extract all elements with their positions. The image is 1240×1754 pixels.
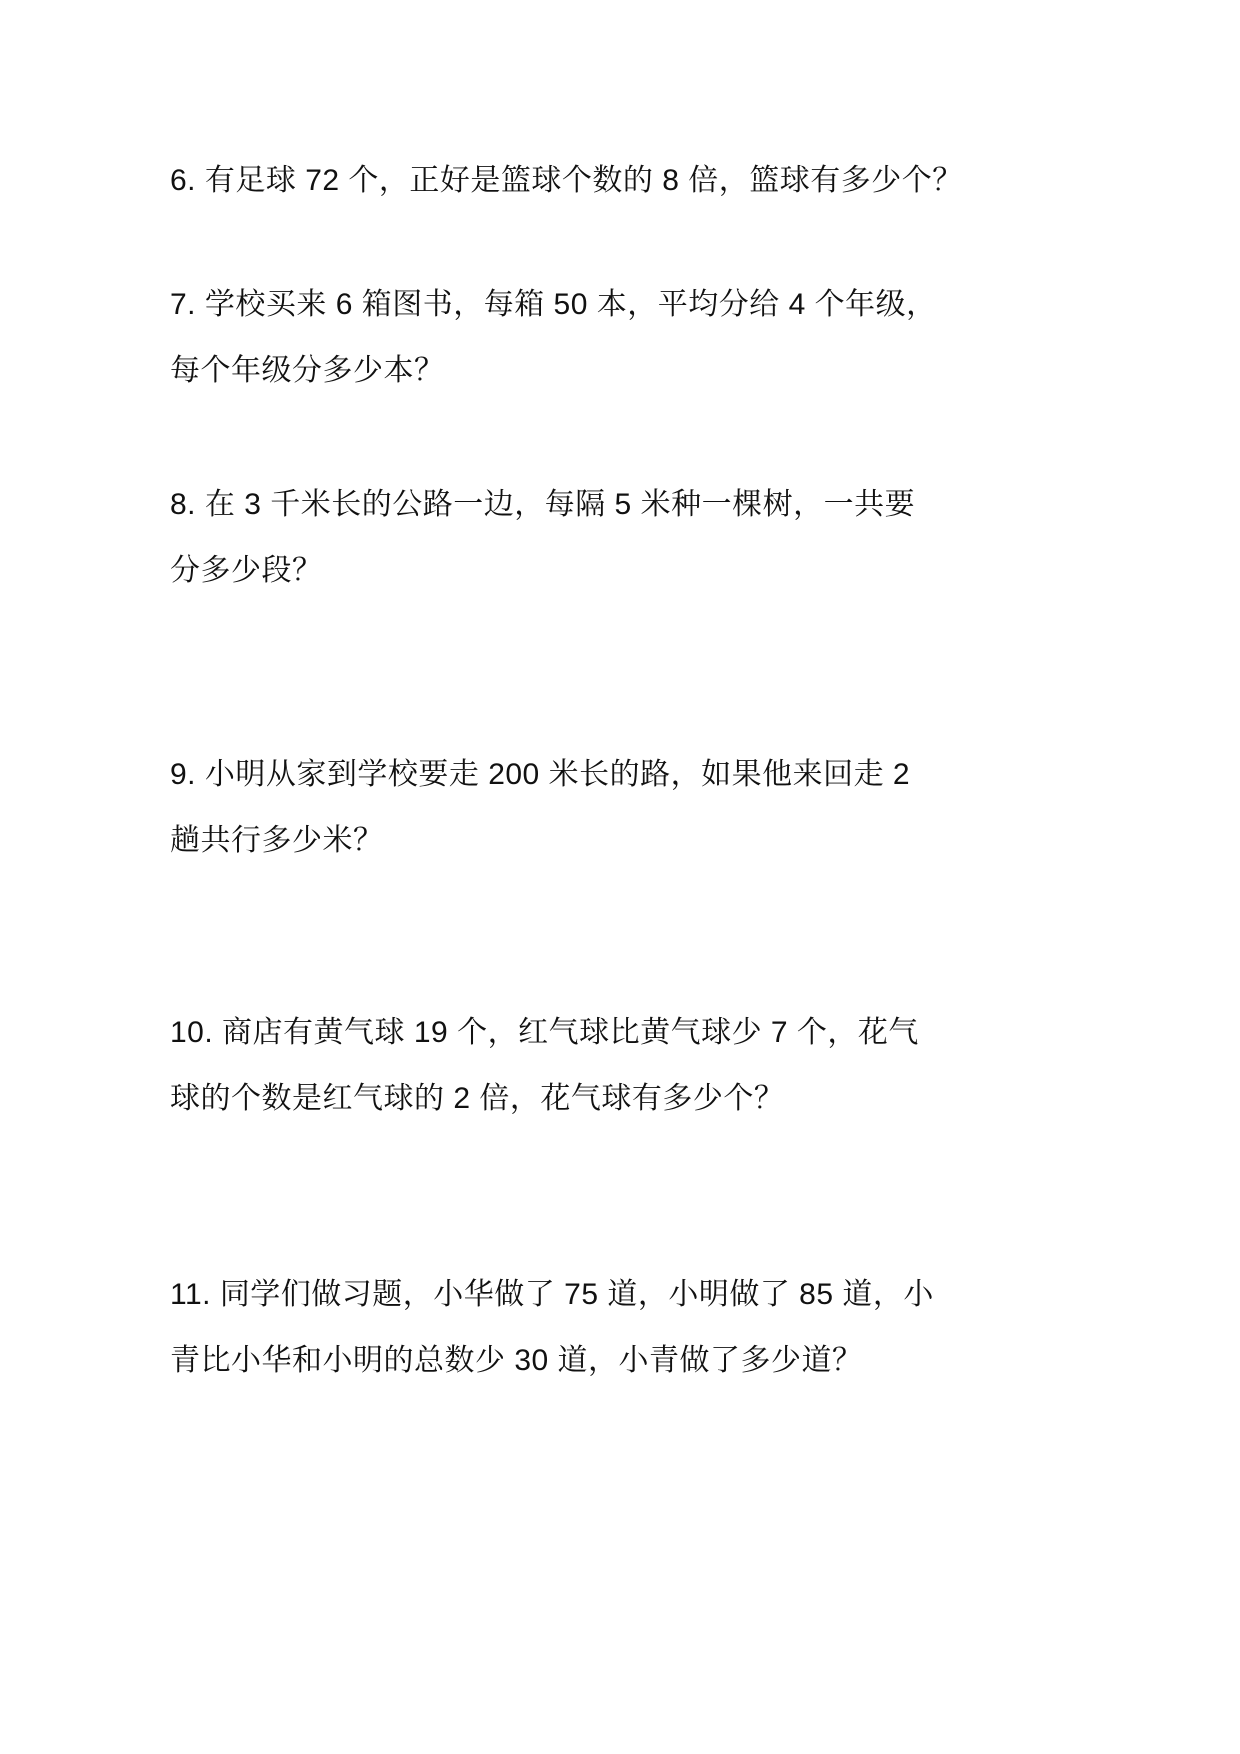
problem-7 — [170, 272, 1090, 404]
problem-9 — [170, 742, 1090, 874]
problem-10-line-1: 10. 商店有黄气球 19 个，红气球比黄气球少 7 个，花气 — [170, 1016, 919, 1049]
problem-10-line-2: 球的个数是红气球的 2 倍，花气球有多少个？ — [170, 1082, 785, 1115]
problem-6 — [170, 148, 1090, 214]
problem-7-line-1: 7. 学校买来 6 箱图书，每箱 50 本，平均分给 4 个年级， — [170, 288, 937, 321]
problem-8-line-1: 8. 在 3 千米长的公路一边，每隔 5 米种一棵树，一共要 — [170, 488, 916, 521]
problem-10 — [170, 1000, 1090, 1132]
problem-6-line-1: 6. 有足球 72 个，正好是篮球个数的 8 倍，篮球有多少个？ — [170, 164, 963, 197]
problem-11-line-2: 青比小华和小明的总数少 30 道，小青做了多少道？ — [170, 1344, 863, 1377]
problem-11 — [170, 1262, 1090, 1394]
problem-9-line-1: 9. 小明从家到学校要走 200 米长的路，如果他来回走 2 — [170, 758, 911, 791]
problem-9-line-2: 趟共行多少米？ — [170, 824, 384, 857]
problem-8 — [170, 472, 1090, 604]
problem-7-line-2: 每个年级分多少本？ — [170, 354, 445, 387]
problem-8-line-2: 分多少段？ — [170, 554, 323, 587]
problem-11-line-1: 11. 同学们做习题，小华做了 75 道，小明做了 85 道，小 — [170, 1278, 934, 1311]
